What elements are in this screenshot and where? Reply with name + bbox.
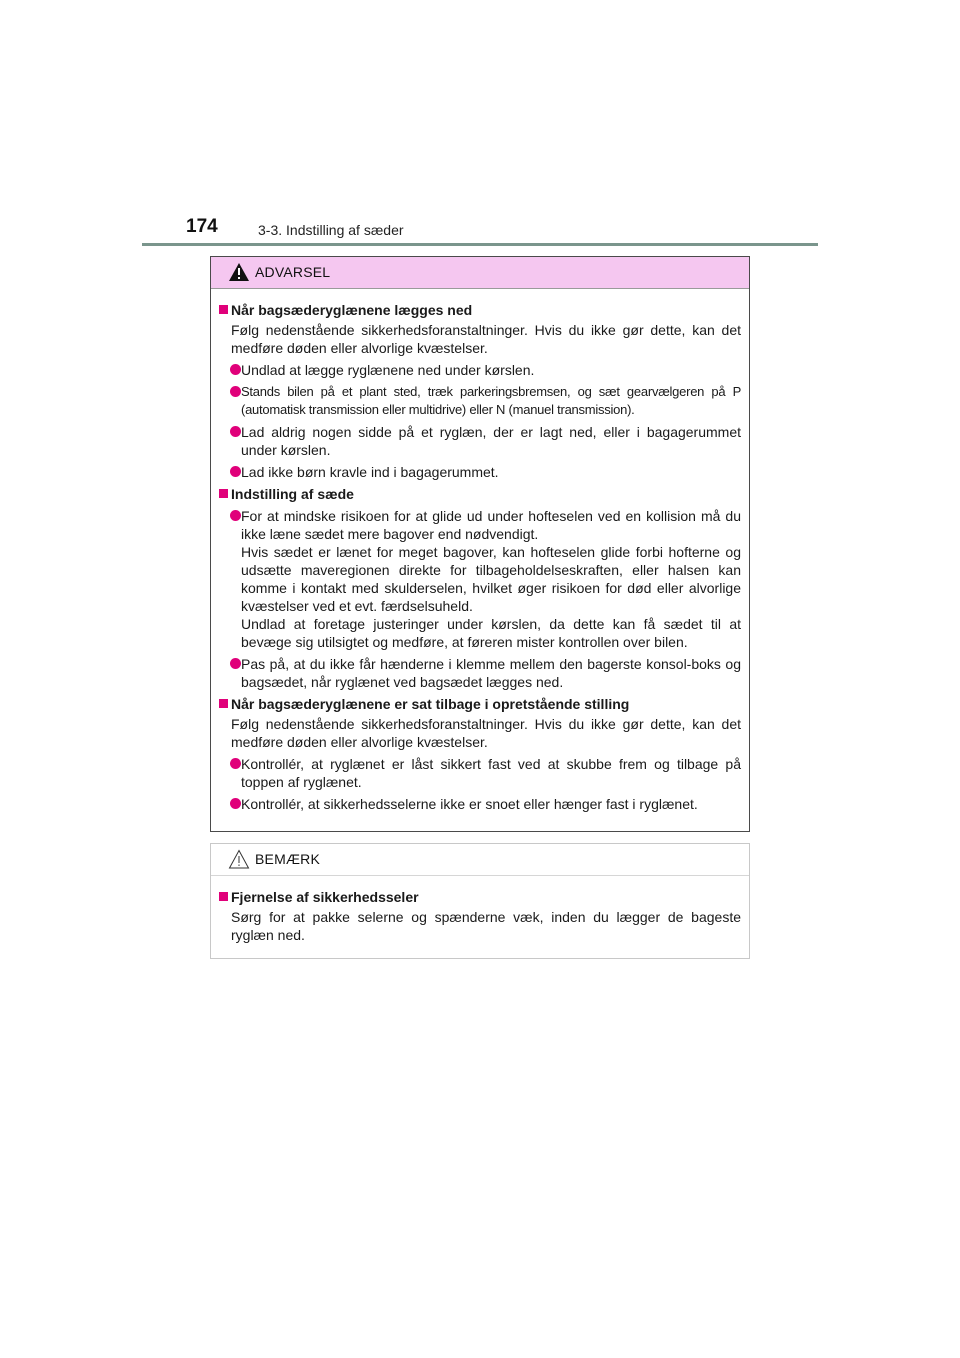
- list-item: [219, 795, 741, 813]
- heading-text: Indstilling af sæde: [231, 486, 354, 502]
- heading-square-icon: [219, 489, 228, 498]
- warning-content: [211, 289, 749, 813]
- list-item-text: Pas på, at du ikke får hænderne i klemme mellem den bagerste konsol-boks og bagsædet, når ryglænet ved bagsædet lægges ned.: [241, 656, 741, 690]
- bullet-dot-icon: [230, 658, 241, 669]
- section-title: 3-3. Indstilling af sæder: [258, 222, 404, 238]
- list-item-text: For at mindske risikoen for at glide ud under hofteselen ved en kollision må du ikke læne sædet mere bagover end nødvendigt.: [241, 508, 741, 542]
- bullet-dot-icon: [230, 758, 241, 769]
- section-intro: Følg nedenstående sikkerhedsforanstaltninger. Hvis du ikke gør dette, kan det medføre døden eller alvorlige kvæstelser.: [231, 322, 741, 356]
- list-item: [219, 383, 741, 419]
- list-item-text: Stands bilen på et plant sted, træk parkeringsbremsen, og sæt gearvælgeren på P (automatisk transmission eller multidrive) eller N (manuel transmission).: [241, 384, 741, 417]
- notice-title: BEMÆRK: [255, 851, 320, 867]
- list-item: [219, 361, 741, 379]
- bullet-dot-icon: [230, 364, 241, 375]
- list-item-text: Kontrollér, at sikkerhedsselerne ikke er snoet eller hænger fast i ryglænet.: [241, 796, 698, 812]
- list-item-text: Undlad at lægge ryglænene ned under kørslen.: [241, 362, 535, 378]
- section-intro: Følg nedenstående sikkerhedsforanstaltninger. Hvis du ikke gør dette, kan det medføre døden eller alvorlige kvæstelser.: [231, 716, 741, 750]
- notice-content: [211, 876, 749, 944]
- section-heading: [219, 485, 741, 503]
- section-heading: [219, 301, 741, 319]
- list-item: [219, 423, 741, 459]
- heading-text: Når bagsæderyglænene er sat tilbage i opretstående stilling: [231, 696, 630, 712]
- bullet-dot-icon: [230, 386, 241, 397]
- warning-triangle-icon: [228, 262, 250, 282]
- notice-header: [211, 844, 749, 876]
- list-item-text: Undlad at foretage justeringer under kørslen, da dette kan få sædet til at bevæge sig utilsigtet og medføre, at føreren mister kontrollen over bilen.: [241, 616, 741, 650]
- list-item-text: Lad ikke børn kravle ind i bagagerummet.: [241, 464, 499, 480]
- warning-header: [211, 257, 749, 289]
- heading-text: Fjernelse af sikkerhedsseler: [231, 889, 419, 905]
- warning-box: [210, 256, 750, 832]
- list-item-text: Hvis sædet er lænet for meget bagover, kan hofteselen glide forbi hofterne og udsætte maveregionen direkte for tilbageholdelseskraften, eller halsen kan komme i kontakt med skulderselen, hvilket øger risikoen for død eller alvorlige kvæstelser ved et evt. færdselsuheld.: [241, 544, 741, 614]
- bullet-dot-icon: [230, 466, 241, 477]
- list-item: [219, 507, 741, 651]
- list-item: [219, 755, 741, 791]
- warning-title: ADVARSEL: [255, 264, 331, 280]
- bullet-dot-icon: [230, 510, 241, 521]
- heading-text: Når bagsæderyglænene lægges ned: [231, 302, 473, 318]
- heading-square-icon: [219, 892, 228, 901]
- list-item-text: Lad aldrig nogen sidde på et ryglæn, der er lagt ned, eller i bagagerummet under kørslen.: [241, 424, 741, 458]
- section-heading: [219, 695, 741, 713]
- header-rule: [142, 243, 818, 246]
- heading-square-icon: [219, 305, 228, 314]
- list-item-text: Kontrollér, at ryglænet er låst sikkert fast ved at skubbe frem og tilbage på toppen af ryglænet.: [241, 756, 741, 790]
- bullet-dot-icon: [230, 426, 241, 437]
- notice-triangle-icon: [228, 849, 250, 869]
- list-item: [219, 463, 741, 481]
- section-heading: [219, 888, 741, 906]
- page-number: 174: [186, 216, 218, 237]
- page-header: [142, 212, 818, 248]
- list-item: [219, 655, 741, 691]
- notice-text: Sørg for at pakke selerne og spænderne væk, inden du lægger de bageste ryglæn ned.: [231, 909, 741, 943]
- notice-box: [210, 843, 750, 959]
- heading-square-icon: [219, 699, 228, 708]
- bullet-dot-icon: [230, 798, 241, 809]
